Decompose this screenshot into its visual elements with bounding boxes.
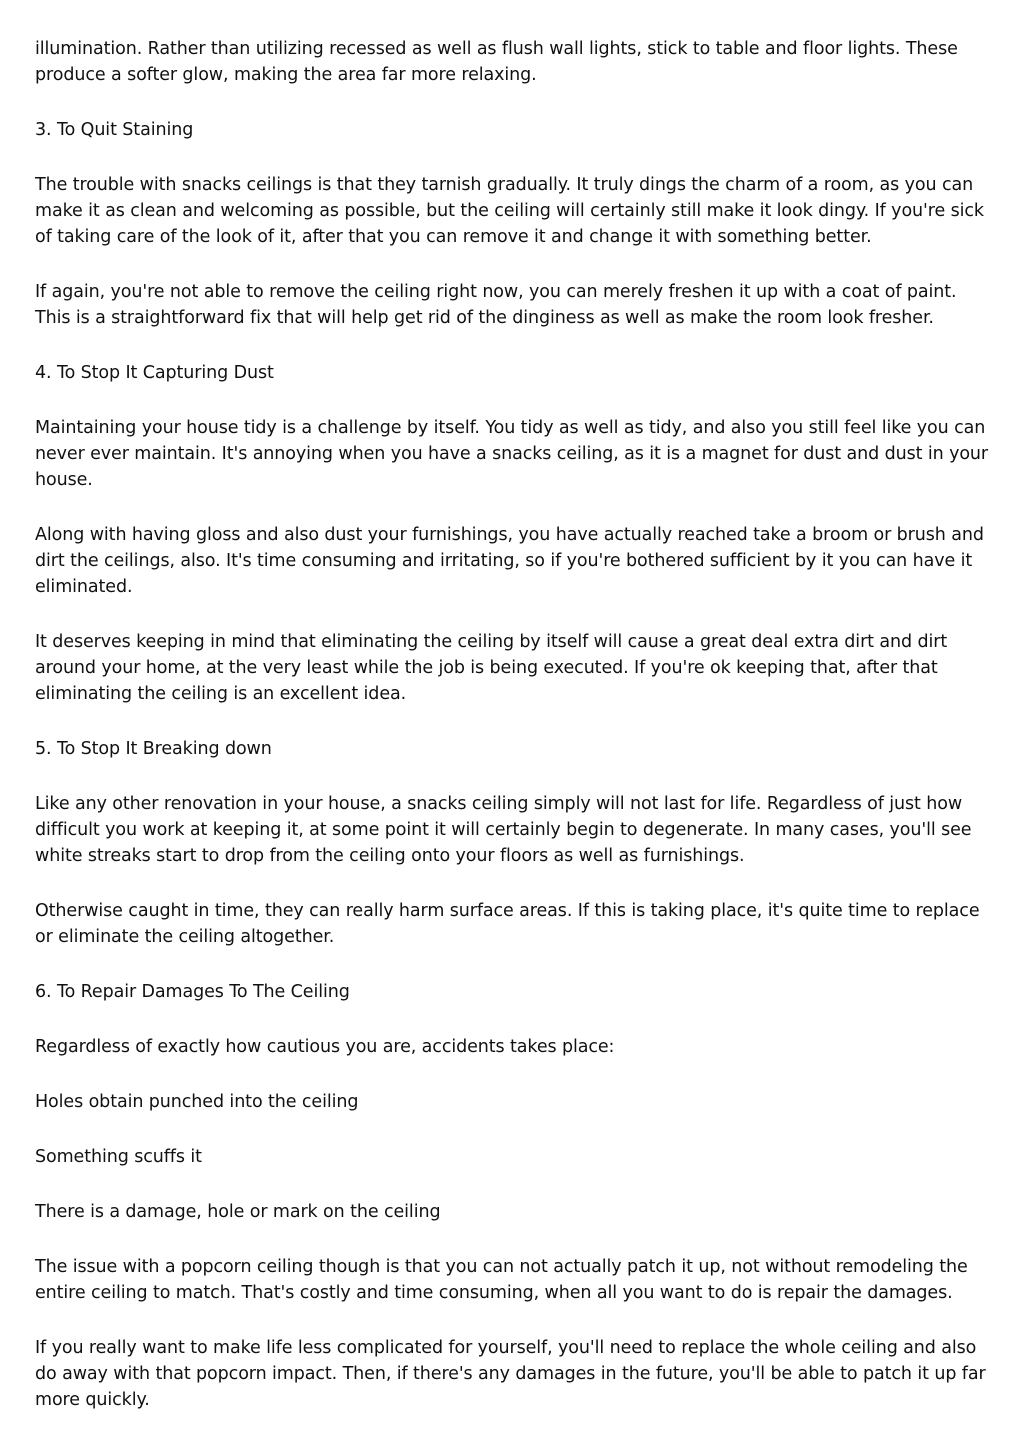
paragraph: If again, you're not able to remove the ceiling right now, you can merely freshen it up with a coat of paint. This is a straightforward fix that will help get rid of the dinginess as well as make the room look fresher. bbox=[35, 282, 957, 328]
list-item: Something scuffs it bbox=[35, 1147, 202, 1167]
paragraph: Along with having gloss and also dust your furnishings, you have actually reached take a broom or brush and dirt the ceilings, also. It's time consuming and irritating, so if you're bothered sufficient by it you can have it eliminated. bbox=[35, 525, 984, 597]
paragraph-intro-continuation: illumination. Rather than utilizing recessed as well as flush wall lights, stick to table and floor lights. These produce a softer glow, making the area far more relaxing. bbox=[35, 39, 958, 85]
paragraph: Like any other renovation in your house, a snacks ceiling simply will not last for life. Regardless of just how difficult you work at keeping it, at some point it will certainly begin to degenerate. In many cases, you'll see white streaks start to drop from the ceiling onto your floors as well as furnishings. bbox=[35, 794, 972, 866]
section-heading-3: 3. To Quit Staining bbox=[35, 120, 194, 140]
paragraph: Otherwise caught in time, they can really harm surface areas. If this is taking place, it's quite time to replace or eliminate the ceiling altogether. bbox=[35, 901, 980, 947]
section-heading-4: 4. To Stop It Capturing Dust bbox=[35, 363, 274, 383]
section-heading-6: 6. To Repair Damages To The Ceiling bbox=[35, 982, 350, 1002]
list-item: There is a damage, hole or mark on the ceiling bbox=[35, 1202, 441, 1222]
document-page bbox=[35, 36, 991, 1442]
paragraph: The issue with a popcorn ceiling though is that you can not actually patch it up, not without remodeling the entire ceiling to match. That's costly and time consuming, when all you want to do is repair the damages. bbox=[35, 1257, 968, 1303]
paragraph: If you really want to make life less complicated for yourself, you'll need to replace the whole ceiling and also do away with that popcorn impact. Then, if there's any damages in the future, you'll be able to patch it up far more quickly. bbox=[35, 1338, 986, 1410]
paragraph: It deserves keeping in mind that eliminating the ceiling by itself will cause a great deal extra dirt and dirt around your home, at the very least while the job is being executed. If you're ok keeping that, after that eliminating the ceiling is an excellent idea. bbox=[35, 632, 948, 704]
paragraph: Maintaining your house tidy is a challenge by itself. You tidy as well as tidy, and also you still feel like you can never ever maintain. It's annoying when you have a snacks ceiling, as it is a magnet for dust and dust in your house. bbox=[35, 418, 989, 490]
list-item: Holes obtain punched into the ceiling bbox=[35, 1092, 359, 1112]
paragraph: Regardless of exactly how cautious you are, accidents takes place: bbox=[35, 1037, 615, 1057]
section-heading-5: 5. To Stop It Breaking down bbox=[35, 739, 272, 759]
paragraph: The trouble with snacks ceilings is that they tarnish gradually. It truly dings the charm of a room, as you can make it as clean and welcoming as possible, but the ceiling will certainly still make it look dingy. If you're sick of taking care of the look of it, after that you can remove it and change it with something better. bbox=[35, 175, 984, 247]
